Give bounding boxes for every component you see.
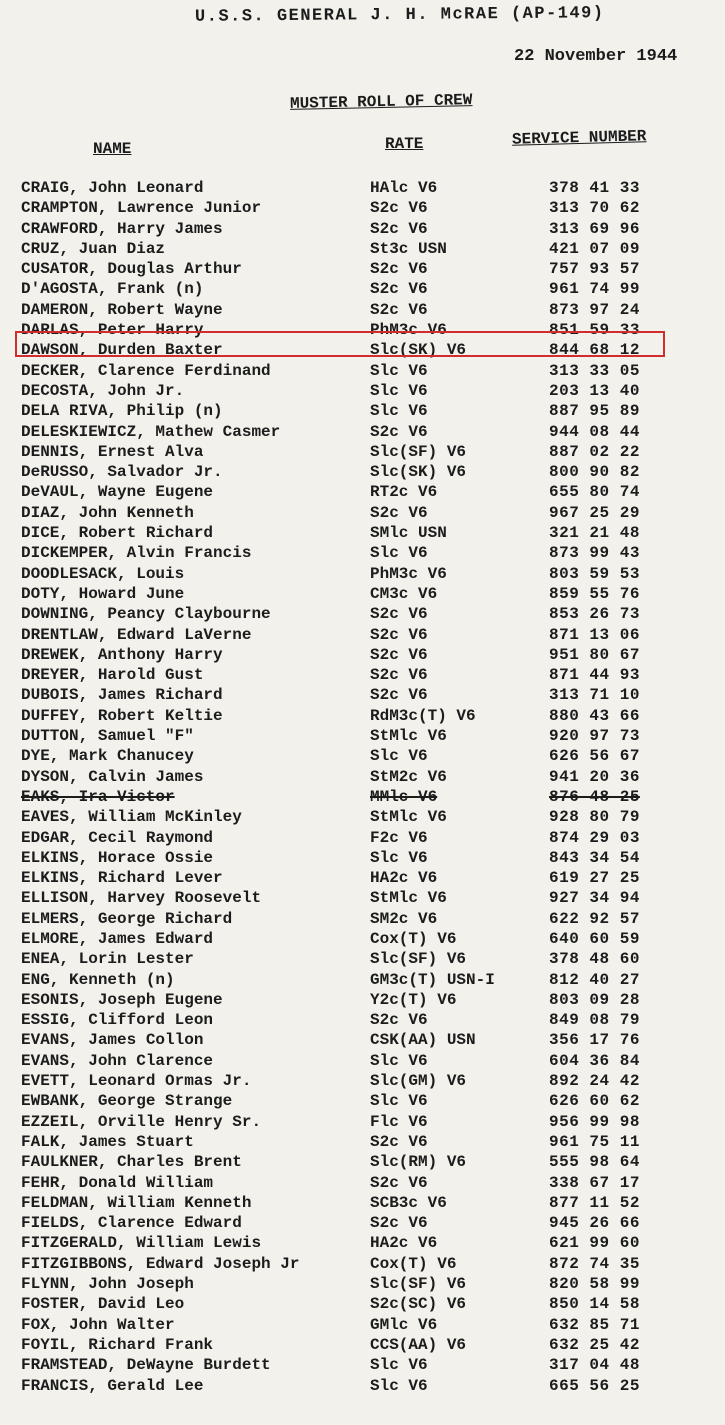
crew-row	[0, 239, 725, 259]
crew-rate: Slc(SK) V6	[370, 341, 467, 360]
crew-service-number: 887 95 89	[549, 402, 640, 421]
crew-rate: PhM3c V6	[370, 321, 447, 340]
crew-service-number: 317 04 48	[549, 1356, 640, 1375]
crew-name: CRAIG, John Leonard	[21, 179, 204, 197]
crew-name: CUSATOR, Douglas Arthur	[21, 260, 242, 279]
crew-name: DREWEK, Anthony Harry	[21, 645, 223, 664]
crew-service-number: 313 33 05	[549, 361, 640, 380]
crew-row	[0, 523, 725, 543]
crew-rate: PhM3c V6	[370, 564, 447, 583]
crew-rate: Slc V6	[370, 1051, 428, 1070]
crew-rate: Slc V6	[370, 747, 428, 766]
crew-row	[0, 1152, 725, 1172]
crew-row	[0, 625, 725, 645]
crew-service-number: 874 29 03	[549, 828, 640, 847]
crew-rate: S2c V6	[370, 503, 428, 522]
crew-name: FRANCIS, Gerald Lee	[21, 1376, 204, 1395]
crew-service-number: 961 74 99	[549, 280, 640, 299]
crew-row	[0, 1315, 725, 1335]
crew-row	[0, 1030, 725, 1050]
crew-name: FAULKNER, Charles Brent	[21, 1153, 242, 1172]
crew-row	[0, 401, 725, 421]
crew-service-number: 944 08 44	[549, 422, 640, 441]
ship-heading: U.S.S. GENERAL J. H. McRAE (AP-149)	[194, 4, 605, 27]
crew-row	[0, 503, 725, 523]
crew-name: ELLISON, Harvey Roosevelt	[21, 889, 262, 908]
crew-rate: RdM3c(T) V6	[370, 706, 476, 725]
crew-name: DECKER, Clarence Ferdinand	[21, 361, 271, 380]
crew-service-number: 927 34 94	[549, 889, 640, 908]
crew-row	[0, 990, 725, 1010]
highlight-box	[15, 331, 665, 357]
crew-rate: S2c V6	[370, 1173, 428, 1192]
crew-row	[0, 462, 725, 482]
crew-row	[0, 685, 725, 705]
crew-rate: S2c V6	[370, 666, 428, 685]
crew-service-number: 626 60 62	[549, 1092, 640, 1111]
crew-row	[0, 381, 725, 401]
crew-name: DREYER, Harold Gust	[21, 666, 204, 685]
crew-rate: F2c V6	[370, 828, 428, 847]
crew-name: DeRUSSO, Salvador Jr.	[21, 463, 223, 482]
crew-service-number: 757 93 57	[549, 260, 640, 279]
crew-rate: Slc V6	[370, 1356, 428, 1375]
crew-name: EAVES, William McKinley	[21, 808, 242, 827]
crew-rate: Cox(T) V6	[370, 1254, 457, 1273]
crew-name: ELMERS, George Richard	[21, 909, 233, 928]
crew-service-number: 928 80 79	[549, 808, 640, 827]
crew-rate: Slc(RM) V6	[370, 1153, 467, 1172]
crew-rate: Slc(GM) V6	[370, 1072, 467, 1091]
crew-service-number: 622 92 57	[549, 909, 640, 928]
column-header-name: NAME	[93, 140, 132, 158]
crew-name: FALK, James Stuart	[21, 1132, 194, 1151]
crew-rate: S2c V6	[370, 1011, 428, 1030]
crew-service-number: 812 40 27	[549, 970, 640, 989]
crew-service-number: 956 99 98	[549, 1112, 640, 1131]
crew-rate: CCS(AA) V6	[370, 1335, 467, 1354]
crew-name: DOWNING, Peancy Claybourne	[21, 605, 271, 624]
crew-rate: Slc(SF) V6	[370, 1275, 467, 1294]
crew-name: DUFFEY, Robert Keltie	[21, 706, 223, 725]
crew-row	[0, 645, 725, 665]
crew-service-number: 873 97 24	[549, 300, 640, 319]
crew-service-number: 871 44 93	[549, 666, 640, 685]
crew-name: DENNIS, Ernest Alva	[21, 442, 204, 461]
crew-row	[0, 868, 725, 888]
crew-service-number: 876 48 25	[549, 787, 640, 806]
crew-service-number: 851 59 33	[549, 321, 640, 340]
crew-rate: CM3c V6	[370, 584, 438, 603]
crew-service-number: 880 43 66	[549, 706, 640, 725]
crew-rate: S2c V6	[370, 300, 428, 319]
crew-list	[0, 178, 725, 1396]
crew-row	[0, 828, 725, 848]
crew-service-number: 872 74 35	[549, 1254, 640, 1273]
crew-name: FITZGIBBONS, Edward Joseph Jr	[21, 1254, 300, 1273]
crew-name: ENG, Kenneth (n)	[21, 970, 175, 989]
crew-name: DELESKIEWICZ, Mathew Casmer	[21, 422, 281, 441]
crew-rate: SM2c V6	[370, 909, 438, 928]
crew-name: FLYNN, John Joseph	[21, 1275, 194, 1294]
crew-rate: StMlc V6	[370, 889, 447, 908]
crew-row	[0, 665, 725, 685]
crew-row	[0, 584, 725, 604]
crew-service-number: 887 02 22	[549, 442, 640, 461]
crew-rate: SMlc USN	[370, 524, 447, 543]
crew-rate: RT2c V6	[370, 483, 438, 502]
crew-name: DOODLESACK, Louis	[21, 564, 185, 583]
crew-rate: CSK(AA) USN	[370, 1031, 476, 1050]
crew-name: EVANS, John Clarence	[21, 1051, 214, 1070]
crew-rate: S2c V6	[370, 1214, 428, 1233]
crew-service-number: 871 13 06	[549, 625, 640, 644]
crew-service-number: 356 17 76	[549, 1031, 640, 1050]
crew-service-number: 632 85 71	[549, 1315, 640, 1334]
crew-name: DELA RIVA, Philip (n)	[21, 402, 223, 421]
crew-service-number: 655 80 74	[549, 483, 640, 502]
crew-row	[0, 1132, 725, 1152]
crew-name: CRAMPTON, Lawrence Junior	[21, 199, 262, 218]
crew-name: EVANS, James Collon	[21, 1031, 204, 1050]
crew-rate: Slc V6	[370, 402, 428, 421]
crew-rate: Y2c(T) V6	[370, 990, 457, 1009]
crew-service-number: 321 21 48	[549, 524, 640, 543]
crew-rate: Slc(SK) V6	[370, 463, 467, 482]
crew-service-number: 604 36 84	[549, 1051, 640, 1070]
crew-name: EZZEIL, Orville Henry Sr.	[21, 1112, 262, 1131]
column-header-service-number: SERVICE NUMBER	[511, 127, 647, 149]
crew-name: CRAWFORD, Harry James	[21, 219, 223, 238]
crew-service-number: 803 59 53	[549, 564, 640, 583]
crew-name: ENEA, Lorin Lester	[21, 950, 194, 969]
crew-row	[0, 1071, 725, 1091]
crew-row	[0, 1233, 725, 1253]
crew-rate: Slc V6	[370, 1376, 428, 1395]
crew-name: EWBANK, George Strange	[21, 1092, 233, 1111]
crew-row	[0, 888, 725, 908]
crew-service-number: 820 58 99	[549, 1275, 640, 1294]
crew-service-number: 632 25 42	[549, 1335, 640, 1354]
crew-name: CRUZ, Juan Diaz	[21, 239, 166, 258]
crew-service-number: 421 07 09	[549, 239, 640, 258]
crew-rate: Slc V6	[370, 381, 428, 400]
crew-rate: GM3c(T) USN-I	[370, 970, 495, 989]
crew-rate: St3c USN	[370, 239, 447, 258]
crew-rate: StMlc V6	[370, 727, 447, 746]
crew-row	[0, 848, 725, 868]
crew-name: FOX, John Walter	[21, 1315, 175, 1334]
crew-row	[0, 746, 725, 766]
crew-service-number: 313 70 62	[549, 199, 640, 218]
crew-rate: SCB3c V6	[370, 1193, 447, 1212]
crew-service-number: 859 55 76	[549, 584, 640, 603]
crew-row	[0, 279, 725, 299]
crew-row	[0, 1091, 725, 1111]
crew-name: DAWSON, Durden Baxter	[21, 341, 223, 360]
crew-row	[0, 219, 725, 239]
document-date: 22 November 1944	[514, 47, 678, 66]
crew-name: FELDMAN, William Kenneth	[21, 1193, 252, 1212]
crew-row	[0, 970, 725, 990]
crew-name: DAMERON, Robert Wayne	[21, 300, 223, 319]
crew-row	[0, 178, 725, 198]
crew-row	[0, 564, 725, 584]
crew-row	[0, 949, 725, 969]
crew-rate: S2c V6	[370, 605, 428, 624]
crew-rate: Slc(SF) V6	[370, 950, 467, 969]
crew-name: ELKINS, Horace Ossie	[21, 848, 214, 867]
crew-name: DOTY, Howard June	[21, 584, 185, 603]
crew-name: ELKINS, Richard Lever	[21, 869, 223, 888]
crew-row	[0, 361, 725, 381]
crew-rate: S2c V6	[370, 645, 428, 664]
crew-rate: Flc V6	[370, 1112, 428, 1131]
crew-name: DYSON, Calvin James	[21, 767, 204, 786]
crew-rate: GMlc V6	[370, 1315, 438, 1334]
crew-row	[0, 787, 725, 807]
crew-name: DECOSTA, John Jr.	[21, 381, 185, 400]
crew-name: DUBOIS, James Richard	[21, 686, 223, 705]
crew-rate: Slc V6	[370, 848, 428, 867]
crew-name: FOSTER, David Leo	[21, 1295, 185, 1314]
crew-name: ESSIG, Clifford Leon	[21, 1011, 214, 1030]
crew-name: EAKS, Ira Victor	[21, 787, 175, 806]
crew-row	[0, 604, 725, 624]
crew-name: DUTTON, Samuel "F"	[21, 727, 194, 746]
crew-row	[0, 300, 725, 320]
crew-row	[0, 706, 725, 726]
crew-service-number: 873 99 43	[549, 544, 640, 563]
crew-name: EVETT, Leonard Ormas Jr.	[21, 1072, 252, 1091]
crew-row	[0, 1173, 725, 1193]
crew-service-number: 892 24 42	[549, 1072, 640, 1091]
crew-service-number: 203 13 40	[549, 381, 640, 400]
crew-rate: Slc V6	[370, 361, 428, 380]
crew-service-number: 967 25 29	[549, 503, 640, 522]
crew-name: FEHR, Donald William	[21, 1173, 214, 1192]
crew-row	[0, 929, 725, 949]
crew-rate: Cox(T) V6	[370, 929, 457, 948]
crew-row	[0, 1355, 725, 1375]
crew-service-number: 803 09 28	[549, 990, 640, 1009]
crew-service-number: 313 71 10	[549, 686, 640, 705]
crew-name: DRENTLAW, Edward LaVerne	[21, 625, 252, 644]
crew-rate: StM2c V6	[370, 767, 447, 786]
crew-service-number: 945 26 66	[549, 1214, 640, 1233]
crew-service-number: 850 14 58	[549, 1295, 640, 1314]
crew-service-number: 621 99 60	[549, 1234, 640, 1253]
crew-name: FOYIL, Richard Frank	[21, 1335, 214, 1354]
crew-row	[0, 1335, 725, 1355]
crew-rate: Slc(SF) V6	[370, 442, 467, 461]
column-header-rate: RATE	[385, 135, 424, 153]
crew-rate: HAlc V6	[370, 179, 438, 197]
crew-rate: S2c(SC) V6	[370, 1295, 467, 1314]
crew-service-number: 849 08 79	[549, 1011, 640, 1030]
crew-row	[0, 422, 725, 442]
crew-service-number: 555 98 64	[549, 1153, 640, 1172]
crew-row	[0, 198, 725, 218]
crew-service-number: 378 41 33	[549, 179, 640, 197]
crew-rate: S2c V6	[370, 219, 428, 238]
crew-row	[0, 767, 725, 787]
crew-row	[0, 259, 725, 279]
crew-rate: Slc V6	[370, 544, 428, 563]
crew-name: ELMORE, James Edward	[21, 929, 214, 948]
crew-name: DARLAS, Peter Harry	[21, 321, 204, 340]
document-title: MUSTER ROLL OF CREW	[289, 91, 473, 113]
crew-name: DIAZ, John Kenneth	[21, 503, 194, 522]
crew-service-number: 951 80 67	[549, 645, 640, 664]
crew-service-number: 844 68 12	[549, 341, 640, 360]
crew-service-number: 877 11 52	[549, 1193, 640, 1212]
crew-rate: HA2c V6	[370, 1234, 438, 1253]
crew-service-number: 920 97 73	[549, 727, 640, 746]
crew-service-number: 619 27 25	[549, 869, 640, 888]
crew-rate: S2c V6	[370, 422, 428, 441]
crew-row	[0, 1254, 725, 1274]
crew-rate: MMlc V6	[370, 787, 438, 806]
crew-rate: HA2c V6	[370, 869, 438, 888]
crew-name: DeVAUL, Wayne Eugene	[21, 483, 214, 502]
crew-row	[0, 1213, 725, 1233]
crew-row	[0, 807, 725, 827]
crew-name: FRAMSTEAD, DeWayne Burdett	[21, 1356, 271, 1375]
crew-service-number: 961 75 11	[549, 1132, 640, 1151]
crew-service-number: 941 20 36	[549, 767, 640, 786]
crew-rate: S2c V6	[370, 280, 428, 299]
crew-rate: S2c V6	[370, 260, 428, 279]
crew-row	[0, 726, 725, 746]
crew-row	[0, 442, 725, 462]
crew-service-number: 313 69 96	[549, 219, 640, 238]
crew-row	[0, 1051, 725, 1071]
crew-name: FIELDS, Clarence Edward	[21, 1214, 242, 1233]
crew-service-number: 853 26 73	[549, 605, 640, 624]
crew-row	[0, 1376, 725, 1396]
crew-name: ESONIS, Joseph Eugene	[21, 990, 223, 1009]
crew-rate: S2c V6	[370, 1132, 428, 1151]
crew-name: DICKEMPER, Alvin Francis	[21, 544, 252, 563]
crew-name: DICE, Robert Richard	[21, 524, 214, 543]
crew-rate: S2c V6	[370, 625, 428, 644]
crew-row	[0, 1294, 725, 1314]
crew-row	[0, 909, 725, 929]
crew-row	[0, 1010, 725, 1030]
crew-rate: StMlc V6	[370, 808, 447, 827]
crew-service-number: 665 56 25	[549, 1376, 640, 1395]
crew-row	[0, 543, 725, 563]
crew-name: D'AGOSTA, Frank (n)	[21, 280, 204, 299]
crew-service-number: 378 48 60	[549, 950, 640, 969]
crew-rate: S2c V6	[370, 686, 428, 705]
crew-row	[0, 1112, 725, 1132]
crew-rate: S2c V6	[370, 199, 428, 218]
crew-rate: Slc V6	[370, 1092, 428, 1111]
crew-name: EDGAR, Cecil Raymond	[21, 828, 214, 847]
crew-row	[0, 1274, 725, 1294]
crew-service-number: 338 67 17	[549, 1173, 640, 1192]
crew-row	[0, 482, 725, 502]
crew-service-number: 640 60 59	[549, 929, 640, 948]
crew-name: FITZGERALD, William Lewis	[21, 1234, 262, 1253]
crew-service-number: 843 34 54	[549, 848, 640, 867]
crew-service-number: 626 56 67	[549, 747, 640, 766]
crew-name: DYE, Mark Chanucey	[21, 747, 194, 766]
crew-service-number: 800 90 82	[549, 463, 640, 482]
crew-row	[0, 1193, 725, 1213]
